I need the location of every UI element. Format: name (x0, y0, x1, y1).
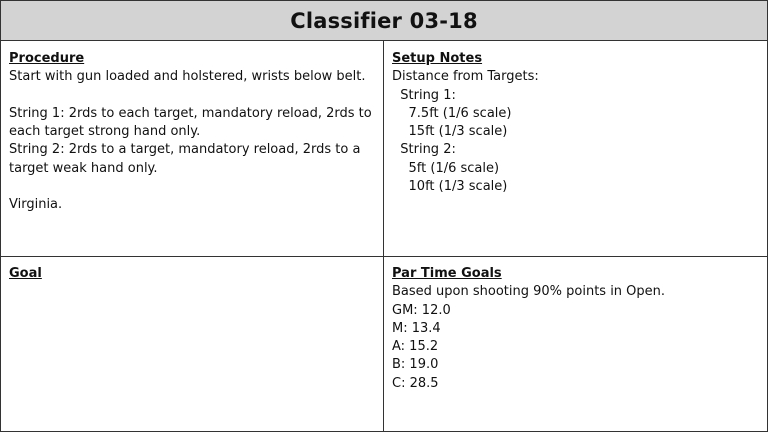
spacer (9, 87, 375, 105)
setup-line: 15ft (1/3 scale) (392, 124, 508, 140)
procedure-string-1: String 1: 2rds to each target, mandatory reload, 2rds to each target strong hand only. (9, 105, 376, 140)
par-level: M: 13.4 (392, 320, 441, 336)
setup-line: 5ft (1/6 scale) (392, 160, 500, 176)
par-level: GM: 12.0 (392, 302, 451, 318)
procedure-note: Virginia. (9, 197, 63, 213)
setup-line: String 2: (392, 142, 456, 158)
goal-heading: Goal (9, 266, 42, 281)
goal-cell (1, 257, 384, 431)
setup-line: String 1: (392, 87, 456, 103)
setup-notes-cell (384, 41, 767, 257)
par-level: B: 19.0 (392, 357, 439, 373)
page-title: Classifier 03-18 (290, 8, 478, 33)
procedure-cell (1, 41, 384, 257)
setup-line: 10ft (1/3 scale) (392, 179, 508, 195)
spacer (9, 178, 375, 196)
procedure-intro: Start with gun loaded and holstered, wrists below belt. (9, 69, 366, 85)
procedure-heading: Procedure (9, 51, 85, 66)
setup-line: Distance from Targets: (392, 69, 539, 85)
par-time-goals-cell (384, 257, 767, 431)
setup-line: 7.5ft (1/6 scale) (392, 105, 512, 121)
par-time-goals-heading: Par Time Goals (392, 266, 502, 281)
procedure-string-2: String 2: 2rds to a target, mandatory reload, 2rds to a target weak hand only. (9, 142, 365, 176)
par-level: C: 28.5 (392, 375, 439, 391)
par-time-intro: Based upon shooting 90% points in Open. (392, 284, 666, 300)
par-level: A: 15.2 (392, 339, 439, 355)
setup-notes-heading: Setup Notes (392, 51, 483, 66)
title-bar (1, 1, 767, 41)
